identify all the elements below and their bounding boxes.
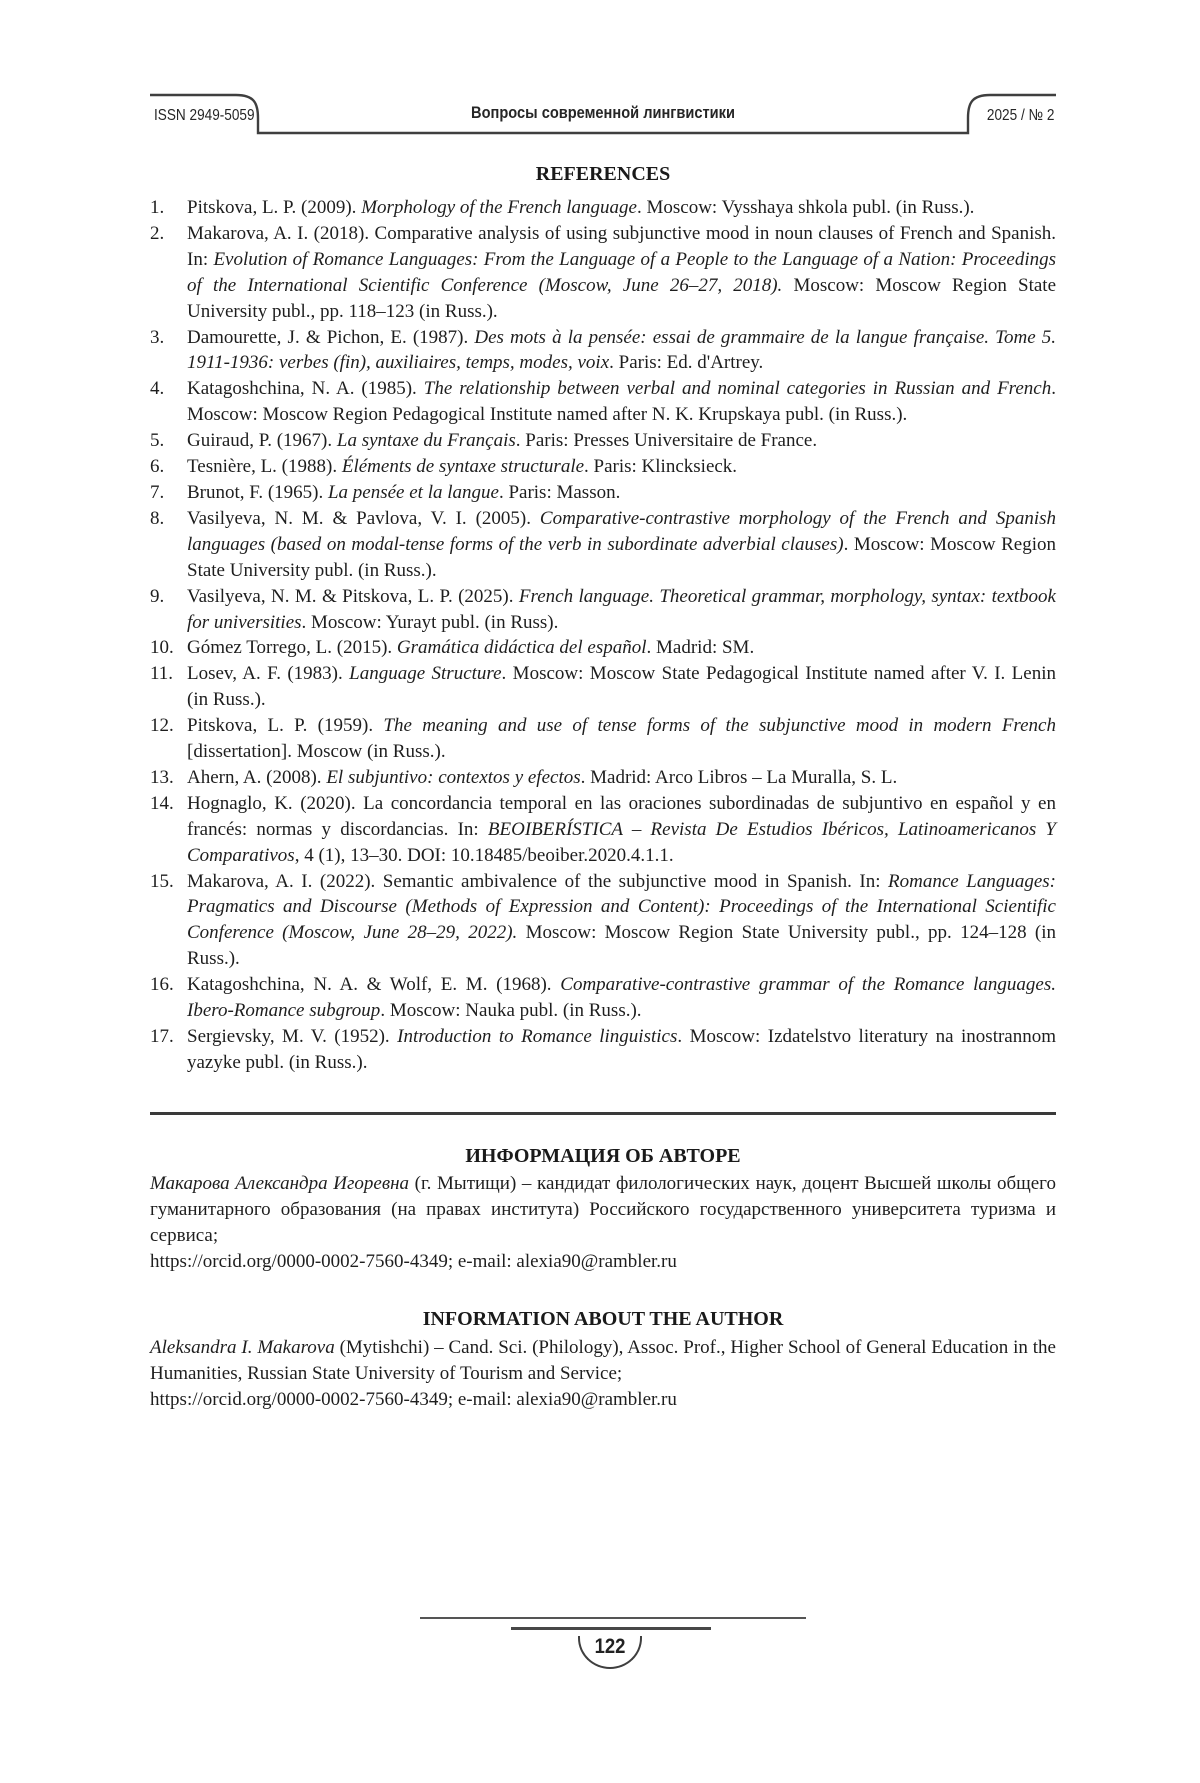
italic-text: Макарова Александра Игоревна — [150, 1173, 410, 1194]
reference-item — [150, 1024, 1056, 1076]
reference-item — [150, 713, 1056, 765]
reference-number: 11. — [150, 663, 174, 685]
plain-text: . Moscow: Izdatelstvo literatury na inostrannom yazyke publ. (in Russ.). — [187, 1026, 1057, 1073]
reference-text — [187, 974, 1056, 1021]
plain-text: , 4 (1), 13–30. DOI: 10.18485/beoiber.2020.4.1.1. — [294, 844, 674, 866]
plain-text: Tesnière, L. (1988). — [187, 456, 342, 478]
plain-text: . Paris: Presses Universitaire de France. — [515, 430, 818, 452]
reference-item — [150, 635, 1056, 661]
author-ru-contact: https://orcid.org/0000-0002-7560-4349; e-mail: alexia90@rambler.ru — [150, 1250, 677, 1272]
reference-text — [187, 793, 1056, 866]
reference-item — [150, 506, 1056, 584]
journal-title: Вопросы современной лингвистики — [471, 103, 735, 122]
plain-text: . Moscow: Nauka publ. (in Russ.). — [380, 1000, 642, 1022]
plain-text: [dissertation]. Moscow (in Russ.). — [187, 741, 446, 763]
reference-item — [150, 661, 1056, 713]
reference-item — [150, 454, 1056, 480]
reference-text — [187, 197, 974, 218]
reference-text — [187, 637, 754, 658]
plain-text: . Paris: Masson. — [498, 481, 621, 503]
reference-number: 8. — [150, 507, 165, 529]
italic-text: The meaning and use of tense forms of the subjunctive mood in modern French — [383, 715, 1056, 737]
reference-text — [187, 663, 1056, 710]
italic-text: Language Structure — [349, 663, 502, 685]
author-info-en-heading: INFORMATION ABOUT THE AUTHOR — [422, 1308, 784, 1330]
plain-text: Pitskova, L. P. (2009). — [187, 197, 362, 218]
reference-item — [150, 428, 1056, 454]
plain-text: Makarova, A. I. (2018). Comparative analysis of using subjunctive mood in noun clauses of French and Spanish. In: — [187, 222, 1056, 270]
author-info-ru-heading: ИНФОРМАЦИЯ ОБ АВТОРЕ — [465, 1145, 741, 1167]
italic-text: BEOIBERÍSTICA – Revista De Estudios Ibéricos, Latinoamericanos Y Comparativos — [187, 818, 1056, 866]
italic-text: Introduction to Romance linguistics — [397, 1026, 678, 1047]
reference-item — [150, 195, 1056, 221]
reference-text — [187, 586, 1056, 633]
italic-text: Des mots à la pensée: essai de grammaire de la langue française. Tome 5. 1911-1936: verbes (fin), auxiliaires, temps, modes, voix — [187, 326, 1056, 374]
author-ru-bio — [150, 1171, 1056, 1249]
plain-text: Makarova, A. I. (2022). Semantic ambivalence of the subjunctive mood in Spanish. In: — [187, 870, 889, 892]
reference-item — [150, 584, 1056, 636]
reference-text — [187, 767, 897, 788]
reference-text — [187, 482, 620, 503]
reference-text — [187, 430, 817, 451]
plain-text: . Paris: Klincksieck. — [584, 456, 738, 478]
plain-text: . Moscow: Moscow Region Pedagogical Institute named after N. K. Krupskaya publ. (in Russ.). — [187, 378, 1056, 426]
section-divider-rule — [150, 1112, 1056, 1115]
reference-number: 16. — [150, 974, 174, 996]
reference-text — [187, 327, 1056, 374]
reference-number: 5. — [150, 430, 165, 452]
reference-number: 7. — [150, 481, 165, 503]
reference-text — [187, 1026, 1056, 1073]
reference-text — [187, 456, 737, 477]
reference-text — [187, 508, 1056, 581]
reference-number: 13. — [150, 766, 174, 788]
plain-text: Sergievsky, M. V. (1952). — [187, 1026, 398, 1047]
reference-number: 15. — [150, 870, 174, 892]
italic-text: The relationship between verbal and nominal categories in Russian and French — [423, 378, 1052, 400]
plain-text: Brunot, F. (1965). — [187, 481, 328, 503]
plain-text: Moscow: Moscow Region State University publ., pp. 124–128 (in Russ.). — [187, 922, 1056, 970]
plain-text: . Madrid: Arco Libros – La Muralla, S. L. — [580, 766, 898, 788]
italic-text: Gramática didáctica del español — [396, 637, 647, 659]
reference-item — [150, 791, 1056, 869]
plain-text: . Moscow: Yurayt publ. (in Russ). — [301, 611, 559, 633]
italic-text: Morphology of the French language — [361, 197, 637, 218]
reference-number: 4. — [150, 378, 165, 400]
footer-rule-short — [511, 1627, 711, 1630]
plain-text: (Mytishchi) – Cand. Sci. (Philology), Assoc. Prof., Higher School of General Education in the Humanities, Russian State University of Tourism and Service; — [150, 1337, 1056, 1384]
reference-number: 10. — [150, 637, 174, 659]
reference-item — [150, 972, 1056, 1024]
reference-number: 6. — [150, 456, 165, 478]
plain-text: Damourette, J. & Pichon, E. (1987). — [187, 326, 475, 348]
author-info-en-block — [150, 1335, 1056, 1413]
italic-text: Comparative-contrastive grammar of the Romance languages. Ibero-Romance subgroup — [187, 974, 1056, 1022]
reference-item — [150, 869, 1056, 973]
reference-number: 2. — [150, 222, 165, 244]
plain-text: Katagoshchina, N. A. & Wolf, E. M. (1968). — [187, 974, 561, 996]
italic-text: Comparative-contrastive morphology of the French and Spanish languages (based on modal-tense forms of the verb in subordinate adverbial clauses) — [187, 507, 1056, 555]
reference-text — [187, 223, 1056, 322]
plain-text: . Madrid: SM. — [646, 637, 755, 659]
plain-text: . Moscow: Moscow State Pedagogical Institute named after V. I. Lenin (in Russ.). — [187, 663, 1056, 711]
reference-number: 12. — [150, 715, 174, 737]
plain-text: Guiraud, P. (1967). — [187, 430, 337, 452]
plain-text: Katagoshchina, N. A. (1985). — [187, 378, 424, 400]
italic-text: Evolution of Romance Languages: From the Language of a People to the Language of a Nation: Proceedings of the International Scientific Conference (Moscow, June 26–27, 2018). — [187, 248, 1057, 296]
italic-text: La syntaxe du Français — [336, 430, 516, 452]
issn-label: ISSN 2949-5059 — [154, 107, 255, 124]
plain-text: . Moscow: Vysshaya shkola publ. (in Russ.). — [636, 197, 975, 218]
reference-number: 1. — [150, 197, 165, 218]
italic-text: Éléments de syntaxe structurale — [341, 456, 585, 478]
plain-text: Gómez Torrego, L. (2015). — [187, 637, 397, 659]
reference-item — [150, 376, 1056, 428]
plain-text: Losev, A. F. (1983). — [187, 663, 350, 685]
reference-text — [187, 378, 1056, 425]
italic-text: Romance Languages: Pragmatics and Discourse (Methods of Expression and Content): Proceedings of the International Scientific Conference (Moscow, June 28–29, 2022). — [187, 870, 1056, 944]
plain-text: . Paris: Ed. d'Artrey. — [609, 352, 764, 374]
plain-text: Hognaglo, K. (2020). La concordancia temporal en las oraciones subordinadas de subjuntivo en español y en francés: normas y discordancias. In: — [187, 792, 1056, 840]
plain-text: Ahern, A. (2008). — [187, 766, 327, 788]
italic-text: Aleksandra I. Makarova — [150, 1337, 335, 1358]
author-en-bio — [150, 1335, 1056, 1387]
footer-rule-long — [420, 1617, 806, 1619]
plain-text: . Moscow: Moscow Region State University publ. (in Russ.). — [187, 533, 1056, 581]
references-list — [150, 195, 1056, 1076]
author-en-contact: https://orcid.org/0000-0002-7560-4349; e-mail: alexia90@rambler.ru — [150, 1388, 677, 1410]
issue-label: 2025 / № 2 — [986, 107, 1054, 124]
italic-text: El subjuntivo: contextos y efectos — [326, 766, 581, 788]
references-heading: REFERENCES — [535, 163, 671, 185]
plain-text: Moscow: Moscow Region State University publ., pp. 118–123 (in Russ.). — [187, 274, 1056, 322]
author-info-ru-block — [150, 1171, 1056, 1275]
plain-text: Pitskova, L. P. (1959). — [187, 715, 384, 737]
reference-number: 17. — [150, 1026, 174, 1047]
italic-text: La pensée et la langue — [327, 481, 499, 503]
reference-text — [187, 871, 1056, 970]
reference-item — [150, 221, 1056, 325]
page-number: 122 — [594, 1635, 626, 1658]
reference-item — [150, 765, 1056, 791]
reference-item — [150, 480, 1056, 506]
reference-number: 9. — [150, 585, 165, 607]
plain-text: (г. Мытищи) – кандидат филологических наук, доцент Высшей школы общего гуманитарного образования (на правах института) Российского государственного университета туризма и сервиса; — [150, 1173, 1056, 1246]
reference-item — [150, 325, 1056, 377]
reference-number: 14. — [150, 792, 174, 814]
plain-text: Vasilyeva, N. M. & Pavlova, V. I. (2005). — [187, 507, 540, 529]
reference-number: 3. — [150, 326, 165, 348]
plain-text: Vasilyeva, N. M. & Pitskova, L. P. (2025). — [187, 585, 519, 607]
reference-text — [187, 715, 1056, 762]
italic-text: French language. Theoretical grammar, morphology, syntax: textbook for universities — [187, 585, 1056, 633]
